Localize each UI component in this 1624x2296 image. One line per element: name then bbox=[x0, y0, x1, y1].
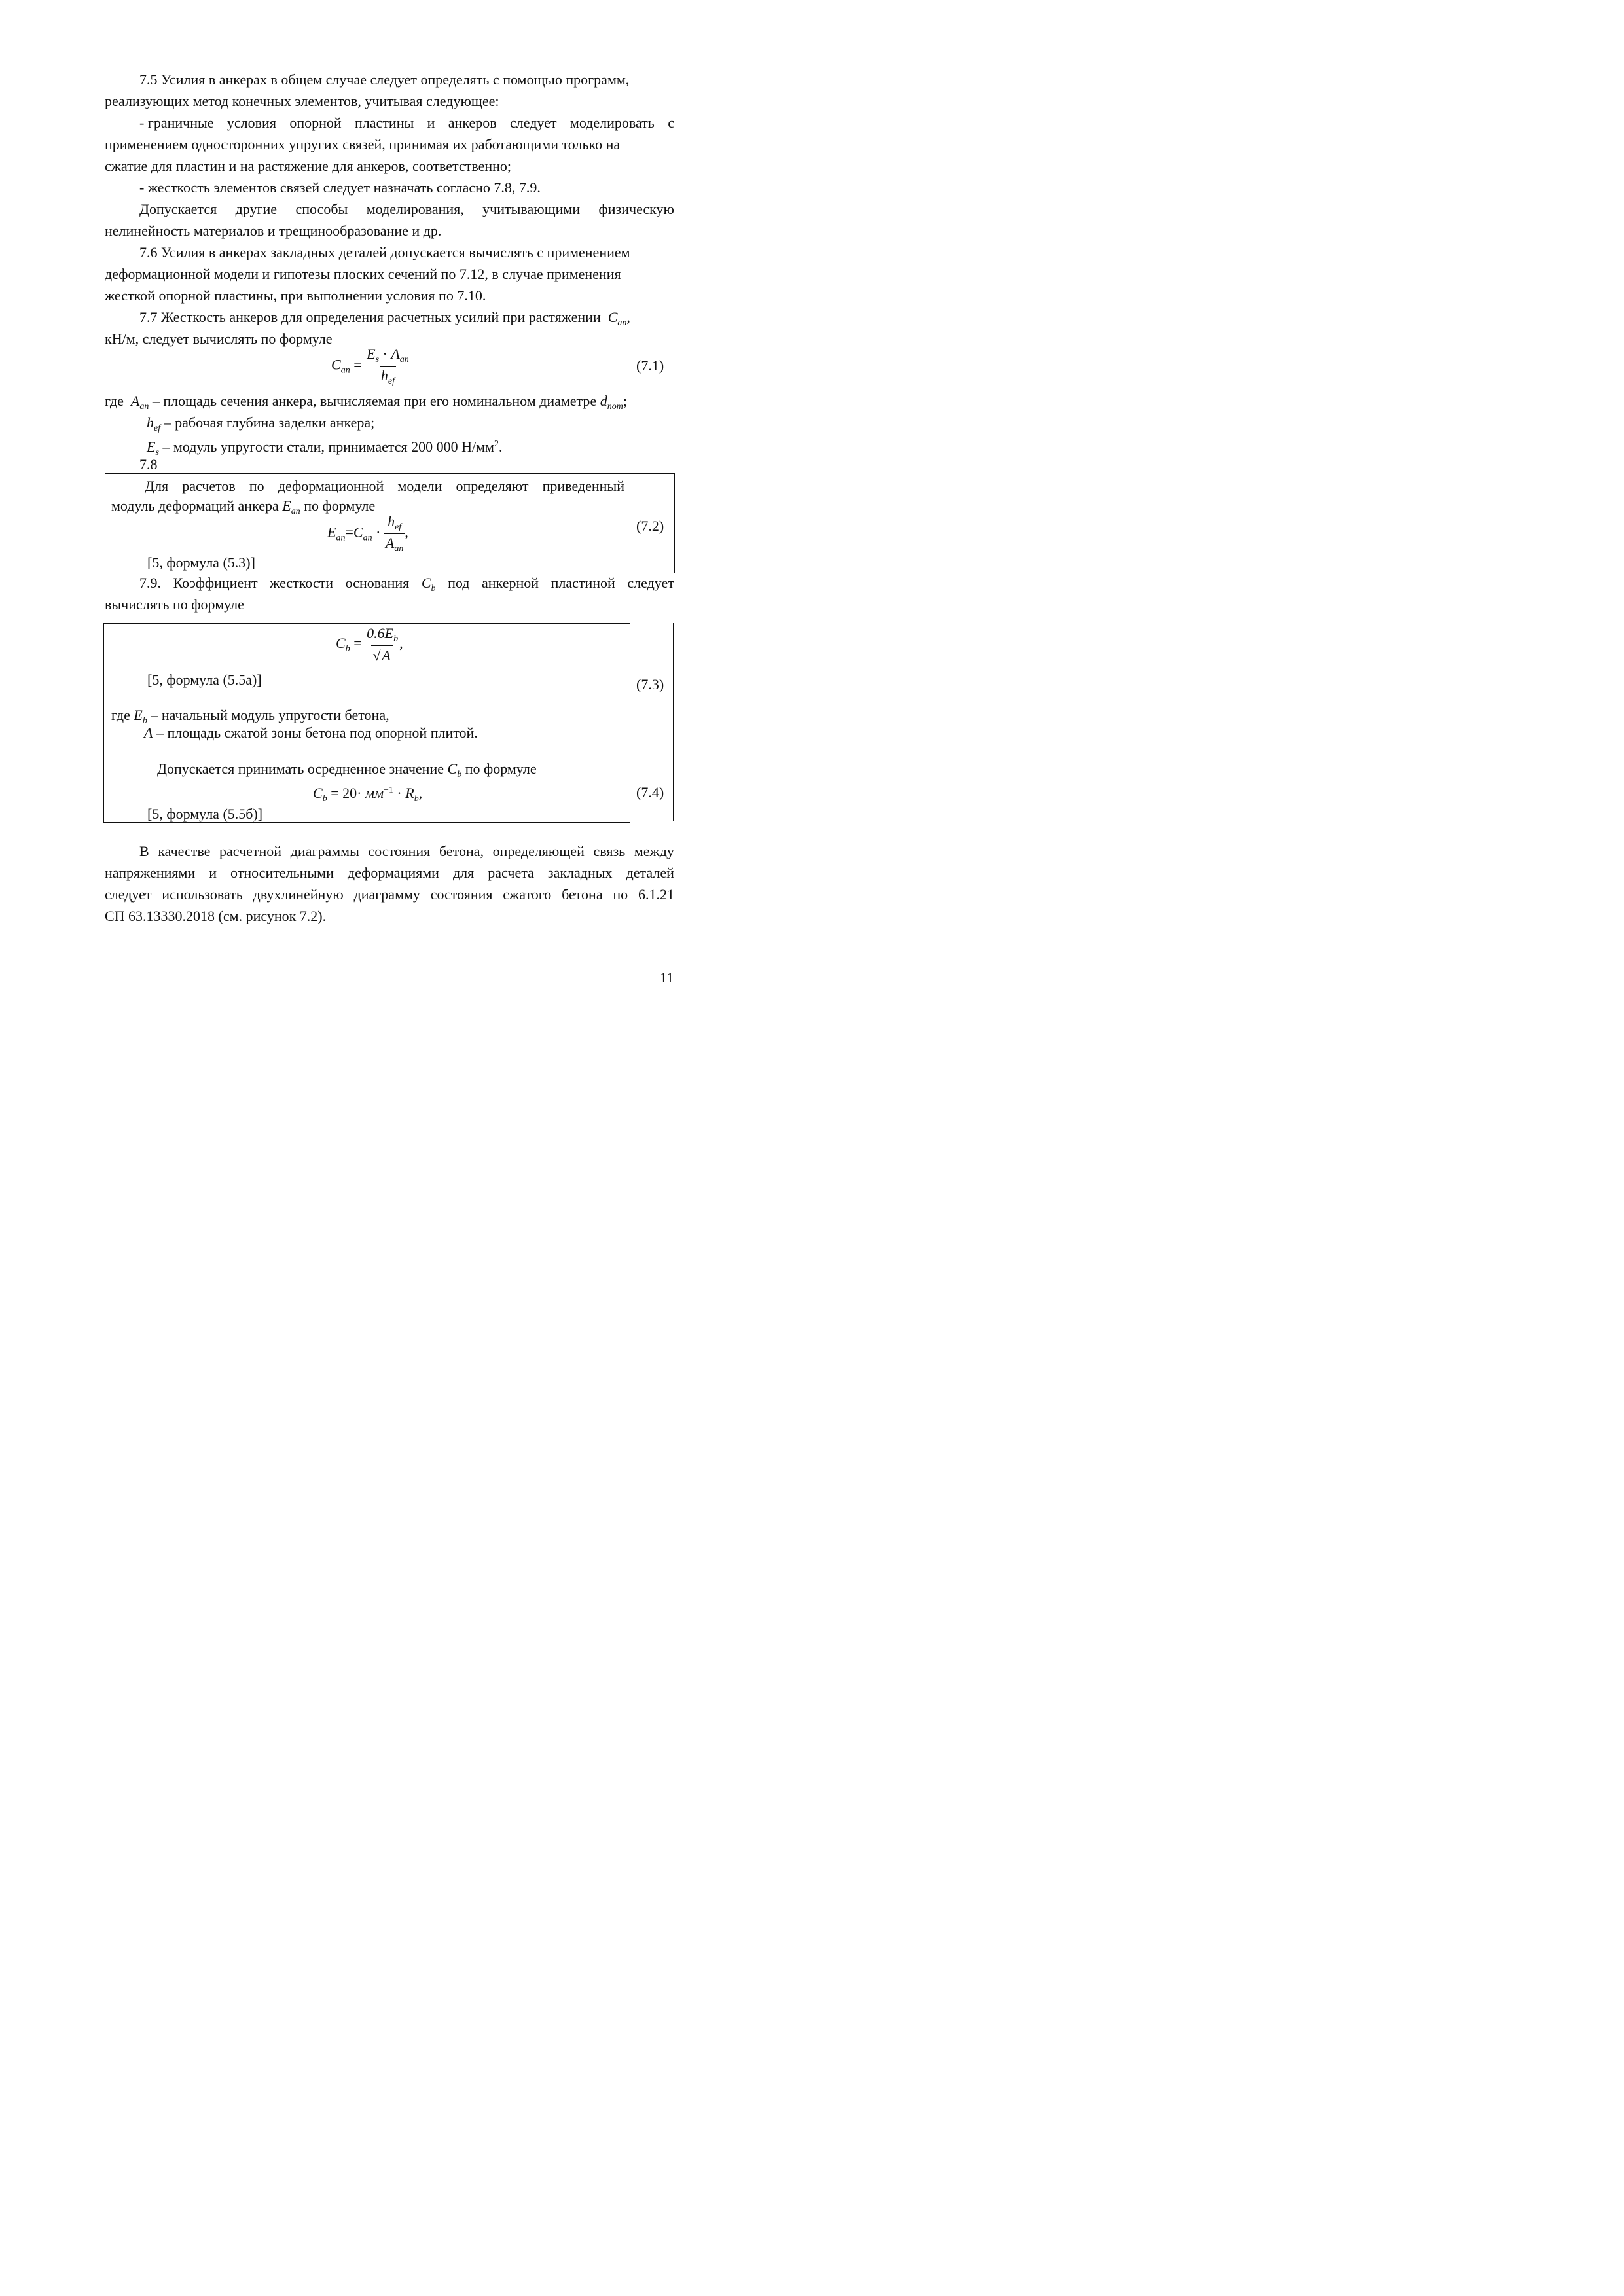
word: приведенный bbox=[542, 478, 624, 494]
page-number: 11 bbox=[660, 969, 674, 986]
final-line3 bbox=[105, 886, 674, 904]
word: состояния bbox=[368, 843, 431, 859]
word: по bbox=[613, 886, 628, 903]
p79-line1: 7.9. Коэффициент жесткости основания $C_b$ под анкерной пластиной следует bbox=[139, 575, 674, 594]
p79-line2: вычислять по формуле bbox=[105, 596, 244, 613]
formula-7-3-number: (7.3) bbox=[636, 676, 664, 692]
word: моделировать bbox=[569, 115, 655, 131]
p77-where-line1: где $A_{an}$ – площадь сечения анкера, вычисляемая при его номинальном диаметре $d_{nom}$; bbox=[105, 393, 627, 412]
word: модели bbox=[397, 478, 442, 494]
word: - граничные bbox=[139, 115, 214, 131]
p75-allow-line1 bbox=[139, 200, 674, 219]
p79-where-line1: где $E_b$ – начальный модуль упругости бетона, bbox=[111, 707, 389, 726]
word: опорной bbox=[289, 115, 342, 131]
word: состояния bbox=[430, 886, 493, 903]
p75-line2: реализующих метод конечных элементов, учитывая следующее: bbox=[105, 93, 499, 109]
formula-7-3: $C_b$ = $\frac{0.6E_b}{√A}$ , bbox=[336, 625, 403, 664]
p77-where-line3: $E_s$ – модуль упругости стали, принимается 200 000 $Н/мм^2$. bbox=[147, 439, 503, 457]
word: Допускается bbox=[139, 201, 217, 217]
formula-7-4: $C_b = 20\cdot мм^{-1} \cdot R_b$, bbox=[313, 785, 423, 804]
word: расчетов bbox=[182, 478, 236, 494]
word: по bbox=[249, 478, 264, 494]
word: расчетной bbox=[219, 843, 282, 859]
word: учитывающими bbox=[482, 201, 581, 217]
formula-7-2: $E_{an}=C_{an}$ · $\frac{h_{ef}}{A_{an}}$ , bbox=[327, 513, 408, 554]
word: с bbox=[668, 115, 674, 131]
word: пластины bbox=[355, 115, 414, 131]
word: между bbox=[634, 843, 674, 859]
final-line2 bbox=[105, 864, 674, 882]
final-line4: СП 63.13330.2018 (см. рисунок 7.2). bbox=[105, 908, 327, 924]
p75-allow-line2: нелинейность материалов и трещинообразование и др. bbox=[105, 223, 442, 239]
word: двухлинейную bbox=[253, 886, 344, 903]
p77-line1: 7.7 Жесткость анкеров для определения расчетных усилий при растяжении $C_{an}$, bbox=[139, 309, 630, 328]
word: сжатого bbox=[503, 886, 552, 903]
p75-bullet1-line3: сжатие для пластин и на растяжение для анкеров, соответственно; bbox=[105, 158, 511, 174]
word: качестве bbox=[158, 843, 211, 859]
p79-reference2: [5, формула (5.5б)] bbox=[147, 806, 263, 822]
formula-7-1-number: (7.1) bbox=[636, 357, 664, 374]
p79-reference1: [5, формула (5.5а)] bbox=[147, 672, 262, 688]
word: другие bbox=[235, 201, 278, 217]
word: закладных bbox=[547, 865, 613, 881]
formula-7-2-number: (7.2) bbox=[636, 518, 664, 534]
word: деталей bbox=[626, 865, 674, 881]
word: следует bbox=[105, 886, 152, 903]
p77-line2: кН/м, следует вычислять по формуле bbox=[105, 331, 333, 347]
word: диаграмму bbox=[353, 886, 420, 903]
word: способы bbox=[295, 201, 348, 217]
word: расчета bbox=[488, 865, 534, 881]
word: деформациями bbox=[347, 865, 439, 881]
sqrt-symbol: √ bbox=[372, 647, 381, 664]
word: и bbox=[209, 865, 217, 881]
word: для bbox=[452, 865, 475, 881]
p79-where-line2: A – площадь сжатой зоны бетона под опорной плитой. bbox=[144, 725, 478, 741]
formula-7-4-number: (7.4) bbox=[636, 784, 664, 800]
p75-bullet1-line2: применением односторонних упругих связей, принимая их работающими только на bbox=[105, 136, 621, 152]
word: определяют bbox=[456, 478, 529, 494]
p78-box-line1 bbox=[145, 477, 624, 495]
word: и bbox=[427, 115, 435, 131]
word: связь bbox=[593, 843, 626, 859]
word: диаграммы bbox=[290, 843, 359, 859]
p76-line2: деформационной модели и гипотезы плоских сечений по 7.12, в случае применения bbox=[105, 266, 621, 282]
word: бетона, bbox=[439, 843, 484, 859]
p78-box-line2: модуль деформаций анкера $E_{an}$ по формуле bbox=[111, 497, 376, 516]
p79-number-column-rule bbox=[673, 623, 674, 821]
word: Для bbox=[145, 478, 169, 494]
word: физическую bbox=[598, 201, 674, 217]
p76-line3: жесткой опорной пластины, при выполнении условия по 7.10. bbox=[105, 287, 486, 304]
word: 6.1.21 bbox=[638, 886, 674, 903]
word: бетона bbox=[562, 886, 603, 903]
p77-where-line2: $h_{ef}$ – рабочая глубина заделки анкера; bbox=[147, 414, 375, 433]
word: деформационной bbox=[278, 478, 384, 494]
word: В bbox=[139, 843, 149, 859]
word: моделирования, bbox=[366, 201, 464, 217]
p78-reference: [5, формула (5.3)] bbox=[147, 554, 255, 571]
p75-bullet1-line1 bbox=[139, 114, 674, 132]
p75-bullet2: - жесткость элементов связей следует назначать согласно 7.8, 7.9. bbox=[139, 179, 541, 196]
final-line1 bbox=[139, 842, 674, 861]
word: относительными bbox=[230, 865, 334, 881]
formula-7-1: $C_{an}$ = $\frac{E_s \cdot A_{an}}{h_{ef}}$ bbox=[331, 346, 409, 386]
word: условия bbox=[226, 115, 276, 131]
word: определяющей bbox=[492, 843, 585, 859]
word: напряжениями bbox=[105, 865, 196, 881]
word: анкеров bbox=[448, 115, 497, 131]
word: следует bbox=[510, 115, 557, 131]
p79-allow-line: Допускается принимать осредненное значение $C_b$ по формуле bbox=[157, 761, 537, 780]
p75-line1: 7.5 Усилия в анкерах в общем случае следует определять с помощью программ, bbox=[139, 71, 630, 88]
word: использовать bbox=[162, 886, 243, 903]
p78-label: 7.8 bbox=[139, 456, 158, 473]
document-page bbox=[0, 0, 722, 1021]
p76-line1: 7.6 Усилия в анкерах закладных деталей допускается вычислять с применением bbox=[139, 244, 630, 260]
